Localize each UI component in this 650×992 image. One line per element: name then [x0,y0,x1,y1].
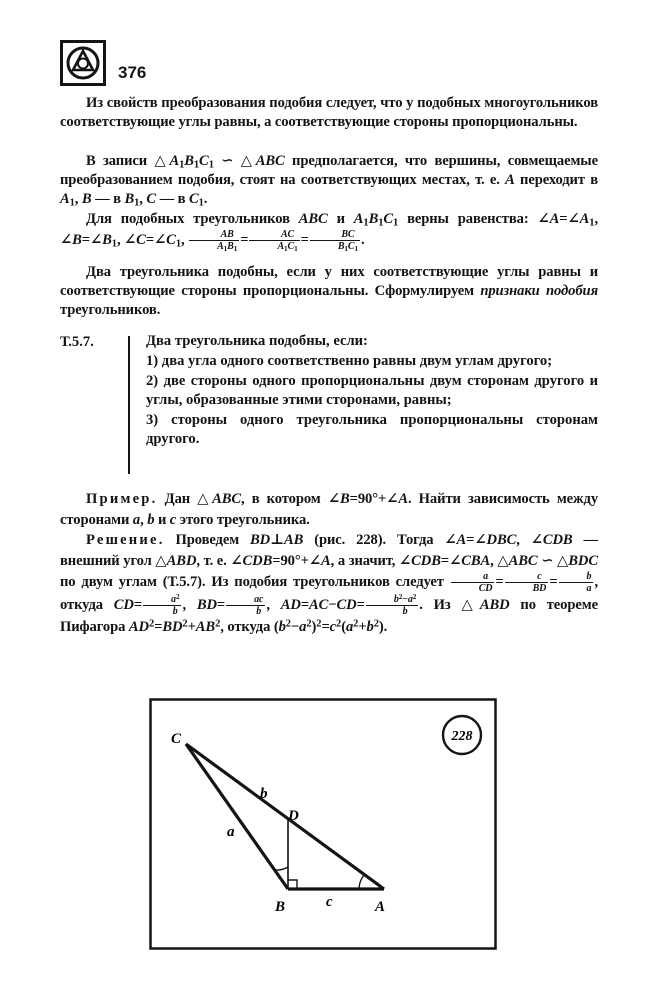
figure-228 [149,698,497,950]
figure-number: 228 [451,729,473,744]
p2-text-2: предполагается, что вершины, совмещаемые преобразованием подобия, стоят на соответствующих местах, т. е. [60,153,598,188]
paragraph-1-text: Из свойств преобразования подобия следует, что у подобных многоугольников соответствующие углы равны, а соответствующие стороны пропорциональны. [60,95,598,130]
theorem-intro: Два треугольника подобны, если: [146,333,368,349]
ratio-ac: $\frac{AC}{A_1C_1}$ [249,229,299,252]
example-solution: Пример. Дан △ABC, в котором ∠B=90°+∠A. Найти зависимость между сторонами a, b и c этого треугольника. Решение. Проведем BD⊥AB (рис. 228). Тогда ∠A=∠DBC, ∠CDB — внешний угол △ABD, т. е. ∠CDB=90°+∠A, а значит, ∠CDB=∠CBA, △ABC ∽ △BDC по двум углам (Т.5.7). Из подобия треугольников следует $\frac{a}{CD}$ = $\frac{c}{BD}$ = $\frac{b}{a}$ , откуда CD= $\frac{a^2}{b}$ , BD= $\frac{ac}{b}$ , AD=AC−CD= $\frac{b^2-a^2}{b}$ . Из △ABD по теореме Пифагора $AD^2=BD^2+AB^2$, откуда $(b^2-a^2)^2=c^2(a^2+b^2)$. [60,491,599,635]
sol-text-3: — внешний угол [60,532,599,569]
label-a-vertex: A [375,899,386,915]
ratio-bc: $\frac{BC}{B_1C_1}$ [310,229,360,252]
frac-bd: $\frac{ac}{b}$ [226,594,265,617]
sol-text-10: , откуда [220,619,274,635]
theorem-body [146,332,598,450]
paragraph-4 [60,263,598,320]
book-logo-icon [60,40,106,86]
similarity-sign: ∽ [221,153,234,169]
p3-text-3: верны равенства: [398,211,529,227]
p2-text-5: — в [156,191,189,207]
label-side-a: a [227,824,235,840]
ratio-b-a: $\frac{b}{a}$ [559,571,594,594]
theorem-item-3: 3) стороны одного треугольника пропорциональны сторонам другого. [146,412,598,447]
ex-text-3: . Найти зависимость между сторонами [60,491,599,528]
p4-tail: треугольников. [60,302,161,318]
frac-ad: $\frac{b^2-a^2}{b}$ [366,594,418,617]
sol-text-5: , а значит, [330,552,400,569]
ratio-ab: $\frac{AB}{A_1B_1}$ [189,229,239,252]
ex-text-4: этого треугольника. [176,511,310,528]
paragraph-3: Для подобных треугольников ABC и $A_1B_1C_1$ верны равенства: $\angle A=\angle A_1$, $\angle B=\angle B_1$, $\angle C=\angle C_1$, $\frac{AB}{A_1B_1}$ = $\frac{AC}{A_1C_1}$ = $\frac{BC}{B_1C_1}$ . [60,211,598,253]
solution-label: Решение. [86,532,165,548]
theorem-label: Т.5.7. [60,334,94,350]
sol-text-8: . Из [419,596,462,613]
sol-text-7: , откуда [60,573,598,613]
sol-text-6: по двум углам (Т.5.7). Из подобия треугольников следует [60,573,450,590]
p2-text-3: переходит в [514,172,598,188]
label-c-vertex: C [171,731,182,747]
sol-text-9: по теореме Пифагора [60,596,598,635]
theorem-item-2: 2) две стороны одного пропорциональны двум сторонам другого и углы, образованные этими сторонами, равны; [146,373,598,408]
triangle-diagram [149,698,497,950]
ratio-c-bd: $\frac{c}{BD}$ [505,571,549,594]
sol-text-4: , т. е. [196,552,231,569]
p3-text-1: Для подобных треугольников [86,211,299,227]
theorem-bar [128,336,130,474]
paragraph-2: В записи $\triangle A_1B_1C_1$ ∽ △ABC предполагается, что вершины, совмещаемые преобразованием подобия, стоят на соответствующих местах, т. е. A переходит в $A_1$, B — в $B_1$, C — в $C_1$. [60,153,598,209]
ratio-a-cd: $\frac{a}{CD}$ [451,571,495,594]
ex-text-2: , в котором [240,491,328,507]
frac-cd: $\frac{a^2}{b}$ [143,594,181,617]
paragraph-1 [60,94,598,132]
ex-text-1: Дан [157,491,198,507]
p4-emphasis: признаки подобия [480,283,598,299]
p3-text-2: и [327,211,354,227]
label-side-c: c [326,894,333,910]
page-number: 376 [118,63,147,82]
label-d: D [288,808,299,824]
angle-arc-b [275,867,288,870]
p2-text-1: В записи [86,153,155,169]
theorem-item-1: 1) два угла одного соответственно равны двум углам другого; [146,353,553,369]
label-side-b: b [260,786,268,802]
sol-text-2: (рис. 228). Тогда [303,532,445,548]
example-label: Пример. [86,491,158,507]
angle-arc-a [359,875,364,889]
side-ca [186,744,384,889]
side-cb [186,744,288,889]
label-b: B [275,899,286,915]
p4-text: Два треугольника подобны, если у них соответствующие углы равны и соответствующие стороны пропорциональны. Сформулируем [60,264,598,299]
p2-text-4: — в [91,191,125,207]
sol-text-1: Проведем [164,532,250,548]
